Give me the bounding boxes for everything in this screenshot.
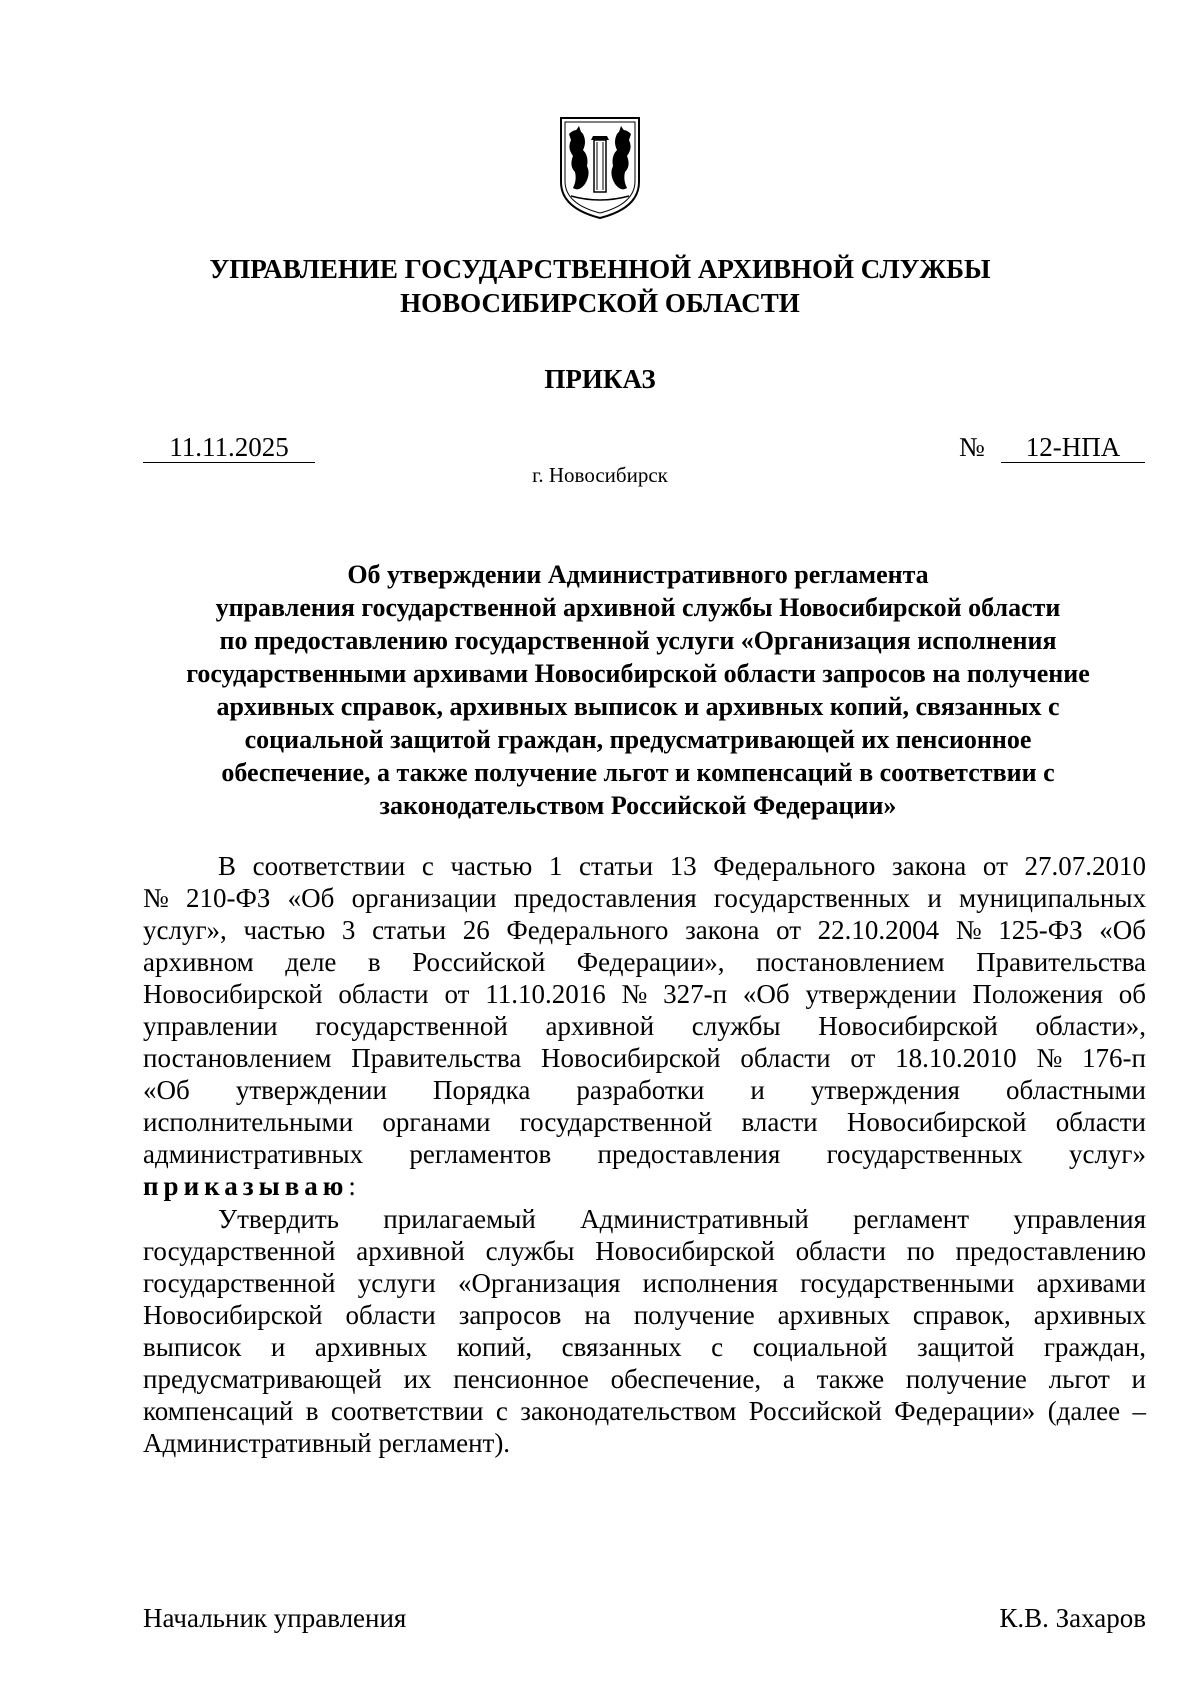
paragraph-line: административных регламентов предоставления государственных услуг» [143, 1139, 1146, 1169]
paragraph-line: Утвердить прилагаемый Административный регламент управления [218, 1204, 1146, 1234]
document-city: г. Новосибирск [532, 463, 668, 487]
title-line: управления государственной архивной службы Новосибирской области [215, 593, 1061, 622]
paragraph-line: предусматривающей их пенсионное обеспечение, а также получение льгот и [143, 1364, 1146, 1394]
preamble-paragraph [143, 850, 1146, 1202]
signer-position: Начальник управления [143, 1603, 407, 1633]
resolution-paragraph [143, 1203, 1146, 1459]
paragraph-line: исполнительными органами государственной власти Новосибирской области [143, 1107, 1146, 1137]
paragraph-line: «Об утверждении Порядка разработки и утверждения областными [143, 1075, 1146, 1105]
paragraph-line: управлении государственной архивной службы Новосибирской области», [143, 1011, 1146, 1041]
title-line: архивных справок, архивных выписок и архивных копий, связанных с [216, 692, 1060, 721]
paragraph-line: Административный регламент). [143, 1428, 511, 1458]
paragraph-line: государственной услуги «Организация исполнения государственными архивами [143, 1268, 1146, 1298]
title-line: по предоставлению государственной услуги «Организация исполнения [219, 626, 1057, 655]
paragraph-line: № 210-ФЗ «Об организации предоставления государственных и муниципальных [143, 883, 1146, 913]
title-line: социальной защитой граждан, предусматривающей их пенсионное [244, 725, 1032, 754]
document-type: ПРИКАЗ [544, 364, 656, 394]
signer-name: К.В. Захаров [999, 1603, 1146, 1633]
document-title [130, 558, 1146, 822]
title-line: законодательством Российской Федерации» [379, 791, 897, 820]
order-word: приказываю [143, 1171, 349, 1201]
title-line: Об утверждении Административного регламента [347, 560, 929, 589]
document-date: 11.11.2025 [143, 432, 315, 463]
title-line: обеспечение, а также получение льгот и компенсаций в соответствии с [221, 758, 1055, 787]
order-colon: : [348, 1171, 356, 1201]
organization-name-line2: НОВОСИБИРСКОЙ ОБЛАСТИ [400, 288, 800, 318]
organization-name-line1: УПРАВЛЕНИЕ ГОСУДАРСТВЕННОЙ АРХИВНОЙ СЛУЖБЫ [209, 254, 991, 284]
paragraph-line: государственной архивной службы Новосибирской области по предоставлению [143, 1236, 1146, 1266]
novosibirsk-coat-of-arms-icon [557, 112, 643, 222]
paragraph-line: выписок и архивных копий, связанных с социальной защитой граждан, [143, 1332, 1146, 1362]
paragraph-line: услуг», частью 3 статьи 26 Федерального закона от 22.10.2004 № 125-ФЗ «Об [143, 915, 1146, 945]
paragraph-line: В соответствии с частью 1 статьи 13 Федерального закона от 27.07.2010 [218, 851, 1146, 881]
number-sign: № [959, 432, 985, 462]
paragraph-line: Новосибирской области от 11.10.2016 № 327-п «Об утверждении Положения об [143, 979, 1146, 1009]
paragraph-line: Новосибирской области запросов на получение архивных справок, архивных [143, 1300, 1146, 1330]
paragraph-line: архивном деле в Российской Федерации», постановлением Правительства [143, 947, 1146, 977]
paragraph-line: компенсаций в соответствии с законодательством Российской Федерации» (далее – [143, 1396, 1146, 1426]
title-line: государственными архивами Новосибирской области запросов на получение [186, 659, 1090, 688]
document-number: 12-НПА [1001, 432, 1145, 463]
paragraph-line: постановлением Правительства Новосибирской области от 18.10.2010 № 176-п [143, 1043, 1146, 1073]
order-line [143, 1170, 1146, 1202]
